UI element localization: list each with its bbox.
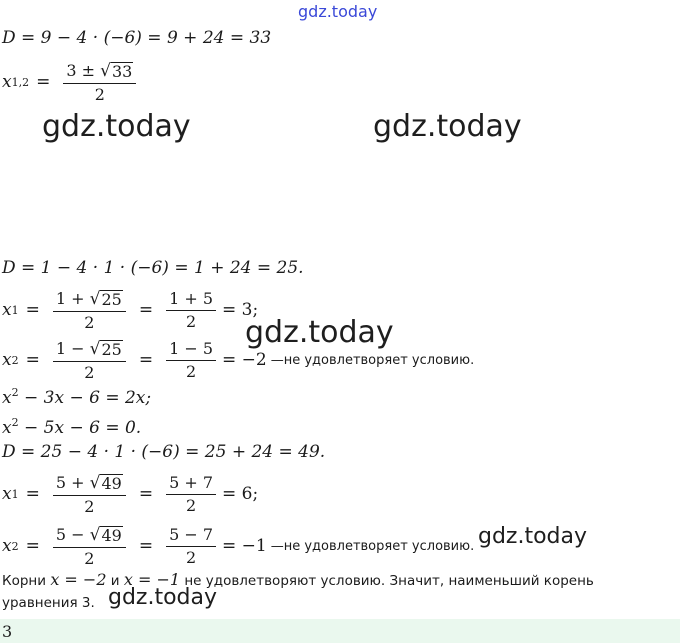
case1-roots: x 1,2 = 3 ± √ 33 2 bbox=[2, 62, 142, 103]
watermark-right: gdz.today bbox=[373, 109, 522, 144]
case1-fraction: 3 ± √ 33 2 bbox=[63, 62, 136, 103]
equation-line-1: $x^2 - 3x - 6 = 2x$; bbox=[2, 386, 152, 408]
case2-x1: x 1 = 1 + √ 25 2 = $\frac{1 + 5}{2}$ = 3; bbox=[2, 288, 259, 332]
case1-discriminant: D = 9 − 4 · (−6) = 9 + 24 = 33 bbox=[2, 28, 272, 48]
case2-discriminant: D = 1 − 4 · 1 · (−6) = 1 + 24 = 25. bbox=[2, 258, 304, 278]
watermark-bottom: gdz.today bbox=[108, 585, 218, 610]
watermark-center: gdz.today bbox=[245, 315, 394, 350]
watermark-left: gdz.today bbox=[42, 109, 191, 144]
watermark-lower-right: gdz.today bbox=[478, 524, 588, 549]
case3-x1: x 1 = 5 + √ 49 2 = $\frac{5 + 7}{2}$ = 6; bbox=[2, 472, 259, 516]
case2-x2: x 2 = 1 − √ 25 2 = $\frac{1 - 5}{2}$ = −2 —не удовлетворяет условию. bbox=[2, 338, 475, 382]
answer-value: 3 bbox=[2, 622, 13, 641]
answer-band bbox=[0, 619, 680, 643]
equation-line-2: $x^2 - 5x - 6 = 0$. bbox=[2, 416, 142, 438]
watermark-top: gdz.today bbox=[298, 2, 378, 21]
case3-discriminant: D = 25 − 4 · 1 · (−6) = 25 + 24 = 49. bbox=[2, 442, 326, 462]
case3-x2: x 2 = 5 − √ 49 2 = $\frac{5 - 7}{2}$ = −1 —не удовлетворяет условию. bbox=[2, 524, 475, 568]
conclusion-paragraph: Корни x = −2 и x = −1 не удовлетворяют условию. Значит, наименьший корень уравнения 3. bbox=[2, 570, 594, 611]
